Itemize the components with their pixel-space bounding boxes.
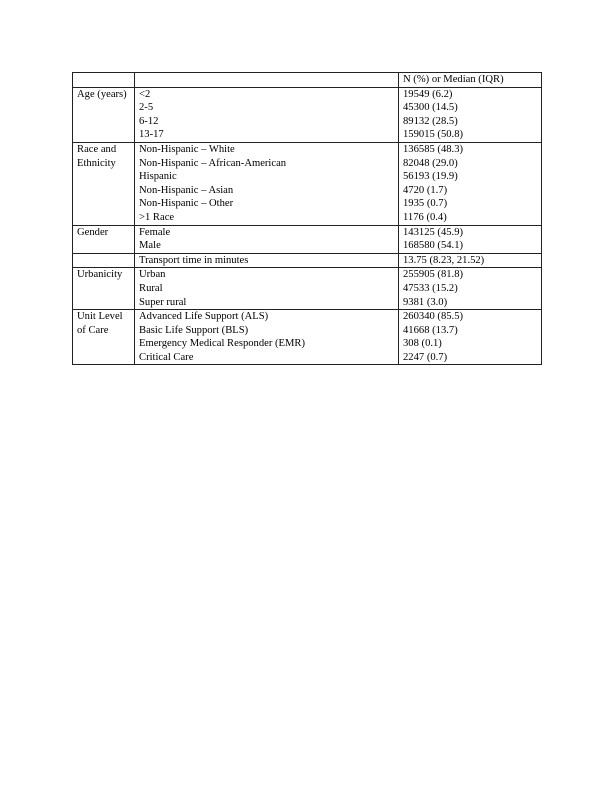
row-value: 13.75 (8.23, 21.52)	[403, 254, 485, 266]
row-value: 255905 (81.8)	[403, 269, 464, 281]
row-value: 89132 (28.5)	[403, 115, 458, 127]
row-value: 45300 (14.5)	[403, 102, 458, 114]
row-group-label: Gender	[73, 225, 135, 253]
row-label: <2	[139, 88, 151, 100]
header-cell: N (%) or Median (IQR)	[399, 73, 542, 88]
row-label: Rural	[139, 282, 163, 294]
row-label: Advanced Life Support (ALS)	[139, 311, 269, 323]
row-values-cell	[399, 142, 542, 225]
header-cell	[73, 73, 135, 88]
row-label: Hispanic	[139, 171, 177, 183]
table-body	[73, 73, 542, 365]
row-value: 1935 (0.7)	[403, 198, 448, 210]
table-row	[73, 253, 542, 268]
row-value: 1176 (0.4)	[403, 211, 447, 223]
table-row	[73, 268, 542, 310]
row-values-cell	[399, 87, 542, 142]
row-values-cell	[399, 268, 542, 310]
header-row	[73, 73, 542, 88]
row-value: 136585 (48.3)	[403, 143, 464, 155]
row-values-cell	[399, 310, 542, 365]
row-value: 168580 (54.1)	[403, 240, 464, 252]
row-label: Female	[139, 226, 171, 238]
table-row	[73, 310, 542, 365]
row-value: 143125 (45.9)	[403, 226, 464, 238]
row-value: 41668 (13.7)	[403, 324, 458, 336]
row-value: 159015 (50.8)	[403, 129, 464, 141]
table-row	[73, 87, 542, 142]
row-label: Basic Life Support (BLS)	[139, 324, 249, 336]
row-labels-cell	[135, 87, 399, 142]
row-labels-cell	[135, 142, 399, 225]
row-labels-cell	[135, 225, 399, 253]
row-label: Transport time in minutes	[139, 254, 249, 266]
row-label: Critical Care	[139, 351, 194, 363]
row-label: >1 Race	[139, 211, 175, 223]
row-label: Non-Hispanic – White	[139, 143, 235, 155]
row-label: 13-17	[139, 129, 164, 141]
row-group-label: Unit Level of Care	[73, 310, 135, 365]
demographics-table	[72, 72, 542, 365]
row-group-label: Age (years)	[73, 87, 135, 142]
row-value: 4720 (1.7)	[403, 184, 448, 196]
row-label: 6-12	[139, 115, 159, 127]
row-label: Urban	[139, 269, 166, 281]
row-label: Non-Hispanic – Other	[139, 198, 234, 210]
row-values-cell	[399, 253, 542, 268]
row-group-label	[73, 253, 135, 268]
table-row	[73, 142, 542, 225]
table-row	[73, 225, 542, 253]
row-label: Super rural	[139, 296, 187, 308]
row-labels-cell	[135, 253, 399, 268]
header-cell	[135, 73, 399, 88]
row-value: 2247 (0.7)	[403, 351, 448, 363]
row-label: Non-Hispanic – African-American	[139, 157, 287, 169]
row-value: 82048 (29.0)	[403, 157, 458, 169]
row-value: 9381 (3.0)	[403, 296, 448, 308]
row-group-label: Race and Ethnicity	[73, 142, 135, 225]
row-group-label: Urbanicity	[73, 268, 135, 310]
row-label: Non-Hispanic – Asian	[139, 184, 234, 196]
row-value: 47533 (15.2)	[403, 282, 458, 294]
row-labels-cell	[135, 310, 399, 365]
row-label: Emergency Medical Responder (EMR)	[139, 338, 306, 350]
row-label: Male	[139, 240, 161, 252]
row-value: 56193 (19.9)	[403, 171, 458, 183]
row-label: 2-5	[139, 102, 154, 114]
row-value: 308 (0.1)	[403, 338, 442, 350]
row-value: 19549 (6.2)	[403, 88, 453, 100]
row-value: 260340 (85.5)	[403, 311, 464, 323]
row-labels-cell	[135, 268, 399, 310]
row-values-cell	[399, 225, 542, 253]
